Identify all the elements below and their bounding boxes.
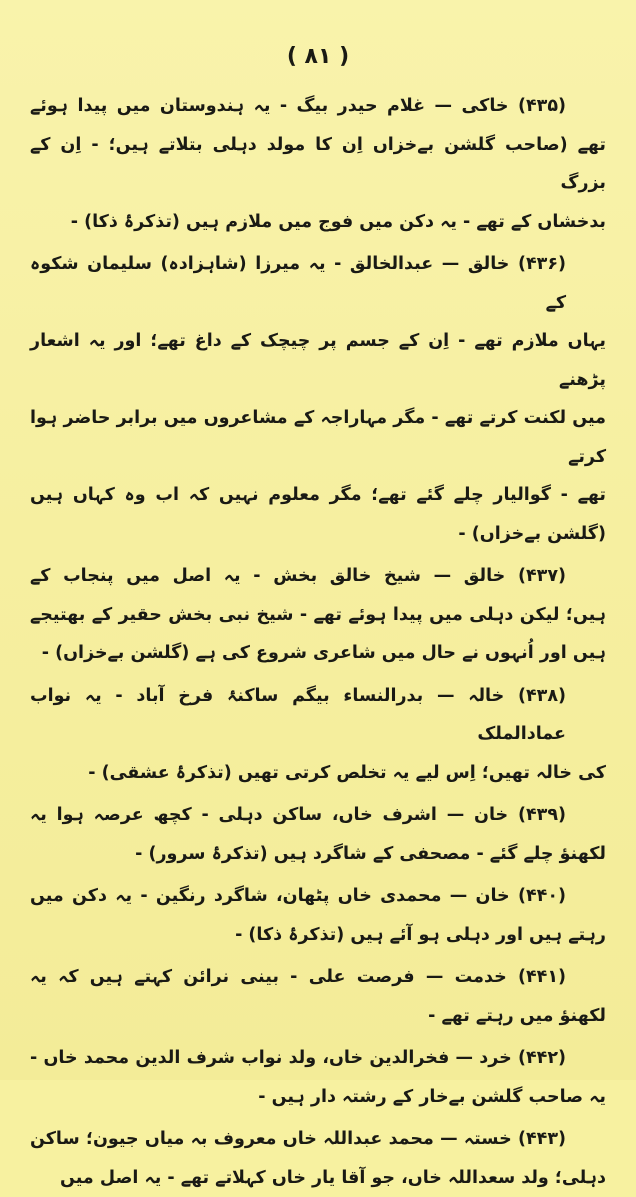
text-line: (۴۴۰) خان — محمدی خاں پٹھان، شاگرد رنگین - یہ دکن میں xyxy=(30,877,606,916)
text-line: (۴۴۲) خرد — فخرالدین خاں، ولد نواب شرف الدین محمد خاں - xyxy=(30,1039,606,1078)
text-line: ہیں؛ لیکن دہلی میں پیدا ہوئے تھے - شیخ نبی بخش حقیر کے بھتیجے xyxy=(30,596,606,635)
entry-442 xyxy=(30,1039,606,1116)
entry-437 xyxy=(30,557,606,673)
text-line: (گلشن بےخزاں) - xyxy=(30,515,606,554)
text-line: لکھنؤ چلے گئے - مصحفی کے شاگرد ہیں (تذکرۂ سرور) - xyxy=(30,835,606,874)
text-line: (۴۳۵) خاکی — غلام حیدر بیگ - یہ ہندوستان میں پیدا ہوئے xyxy=(30,87,606,126)
text-line: بدخشاں کے تھے - یہ دکن میں فوج میں ملازم ہیں (تذکرۂ ذکا) - xyxy=(30,203,606,242)
text-line: (۴۳۸) خالہ — بدرالنساء بیگم ساکنۂ فرخ آباد - یہ نواب عمادالملک xyxy=(30,677,606,754)
text-line: میں لکنت کرتے تھے - مگر مہاراجہ کے مشاعروں میں برابر حاضر ہوا کرتے xyxy=(30,399,606,476)
entry-438 xyxy=(30,677,606,793)
entry-439 xyxy=(30,796,606,873)
text-line: (۴۳۶) خالق — عبدالخالق - یہ میرزا (شاہزادہ) سلیمان شکوہ کے xyxy=(30,245,606,322)
text-line: (۴۳۹) خان — اشرف خاں، ساکن دہلی - کچھ عرصہ ہوا یہ xyxy=(30,796,606,835)
text-line: یہاں ملازم تھے - اِن کے جسم پر چیچک کے داغ تھے؛ اور یہ اشعار پڑھنے xyxy=(30,322,606,399)
text-line: (۴۳۷) خالق — شیخ خالق بخش - یہ اصل میں پنجاب کے xyxy=(30,557,606,596)
entry-435 xyxy=(30,87,606,241)
page-number: ( ۸۱ ) xyxy=(30,44,606,69)
text-line: (۴۴۳) خستہ — محمد عبداللہ خاں معروف بہ میاں جیون؛ ساکن xyxy=(30,1120,606,1159)
text-line: تھے - گوالیار چلے گئے تھے؛ مگر معلوم نہیں کہ اب وہ کہاں ہیں xyxy=(30,476,606,515)
text-line: یہ صاحب گلشن بےخار کے رشتہ دار ہیں - xyxy=(30,1078,606,1117)
text-line: دہلی؛ ولد سعداللہ خاں، جو آقا یار خاں کہلاتے تھے - یہ اصل میں xyxy=(30,1159,606,1197)
text-line: تھے (صاحب گلشن بےخزاں اِن کا مولد دہلی بتلاتے ہیں؛ - اِن کے بزرگ xyxy=(30,126,606,203)
text-line: کی خالہ تھیں؛ اِس لیے یہ تخلص کرتی تھیں (تذکرۂ عشقی) - xyxy=(30,754,606,793)
entry-436 xyxy=(30,245,606,553)
entry-441 xyxy=(30,958,606,1035)
page-body xyxy=(30,87,606,1197)
text-line: رہتے ہیں اور دہلی ہو آئے ہیں (تذکرۂ ذکا) - xyxy=(30,916,606,955)
text-line: ہیں اور اُنہوں نے حال میں شاعری شروع کی ہے (گلشن بےخزاں) - xyxy=(30,634,606,673)
text-line: (۴۴۱) خدمت — فرصت علی - بینی نرائن کہتے ہیں کہ یہ xyxy=(30,958,606,997)
text-line: لکھنؤ میں رہتے تھے - xyxy=(30,997,606,1036)
entry-443 xyxy=(30,1120,606,1197)
entry-440 xyxy=(30,877,606,954)
